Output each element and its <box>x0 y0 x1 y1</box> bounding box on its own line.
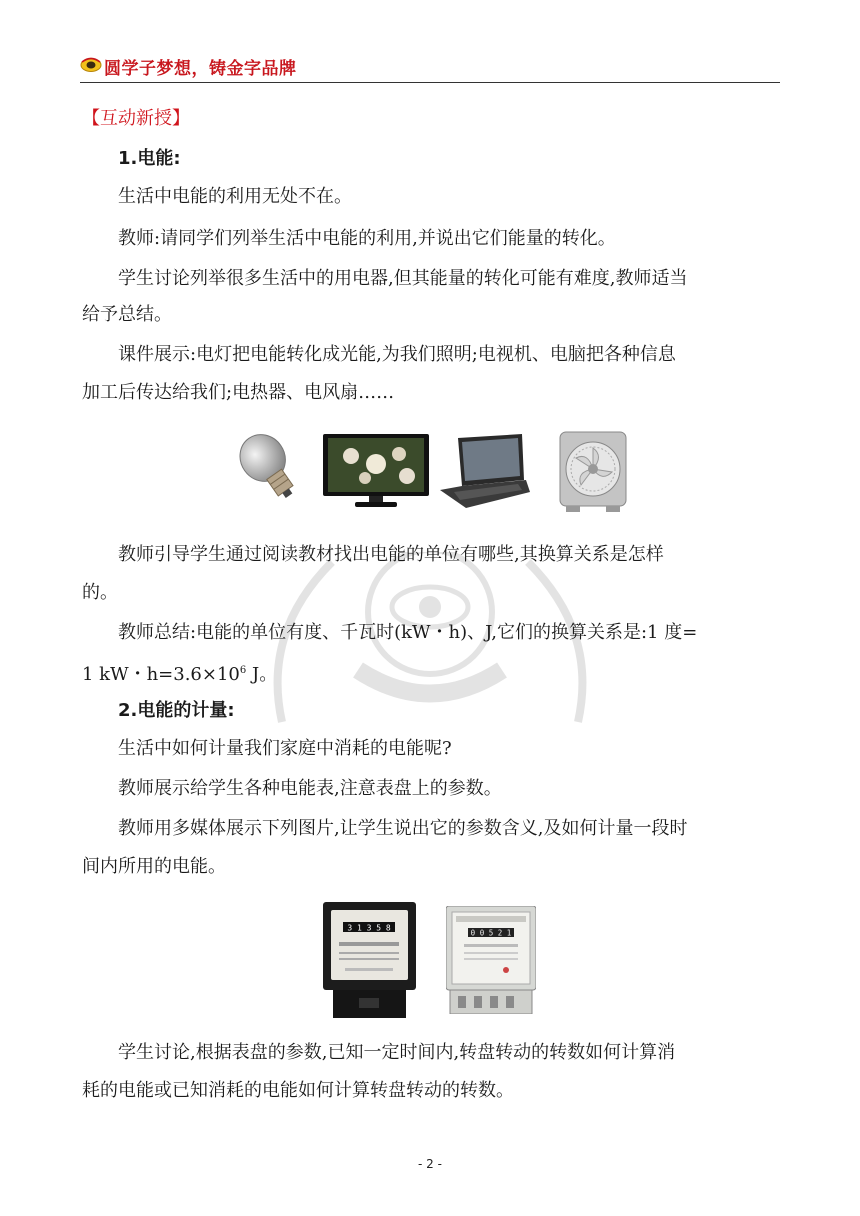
page-number: - 2 - <box>418 1157 442 1171</box>
paragraph: 学生讨论列举很多生活中的用电器,但其能量的转化可能有难度,教师适当 <box>118 268 688 289</box>
paragraph: 教师展示给学生各种电能表,注意表盘上的参数。 <box>118 778 502 799</box>
paragraph: 加工后传达给我们;电热器、电风扇…… <box>82 382 395 403</box>
light-bulb-image <box>226 428 312 506</box>
paragraph: 教师引导学生通过阅读教材找出电能的单位有哪些,其换算关系是怎样 <box>118 544 664 565</box>
paragraph: 给予总结。 <box>82 304 172 325</box>
television-image <box>321 432 431 510</box>
formula-text: 1 kW・h=3.6×10 <box>82 664 240 685</box>
paragraph: 教师总结:电能的单位有度、千瓦时(kW・h)、J,它们的换算关系是:1 度= <box>118 622 698 643</box>
paragraph: 教师用多媒体展示下列图片,让学生说出它的参数含义,及如何计量一段时 <box>118 818 688 839</box>
meter-reading: 3 1 3 5 8 <box>347 923 391 933</box>
heading-electric-energy: 1.电能: <box>118 148 181 169</box>
mechanical-meter-image <box>323 902 416 1018</box>
meter-reading: 0 0 5 2 1 <box>470 928 512 938</box>
heading-energy-measurement: 2.电能的计量: <box>118 700 235 721</box>
paragraph: 学生讨论,根据表盘的参数,已知一定时间内,转盘转动的转数如何计算消 <box>118 1042 676 1063</box>
paragraph: 教师:请同学们列举生活中电能的利用,并说出它们能量的转化。 <box>118 228 616 249</box>
header-slogan: 圆学子梦想，铸金字品牌 <box>104 59 297 79</box>
formula-unit: J。 <box>246 664 278 685</box>
laptop-image <box>436 432 532 512</box>
paragraph: 生活中如何计量我们家庭中消耗的电能呢? <box>118 738 452 759</box>
page-header <box>80 54 780 82</box>
formula-line <box>82 660 782 686</box>
digital-meter-image <box>446 906 536 1014</box>
logo-icon <box>80 56 102 72</box>
formula-exponent: 6 <box>239 665 247 676</box>
paragraph: 的。 <box>82 582 118 603</box>
paragraph: 间内所用的电能。 <box>82 856 226 877</box>
section-title: 【互动新授】 <box>82 108 190 129</box>
fan-image <box>556 428 632 516</box>
paragraph: 生活中电能的利用无处不在。 <box>118 186 352 207</box>
header-divider <box>80 82 780 83</box>
paragraph: 耗的电能或已知消耗的电能如何计算转盘转动的转数。 <box>82 1080 514 1101</box>
paragraph: 课件展示:电灯把电能转化成光能,为我们照明;电视机、电脑把各种信息 <box>118 344 676 365</box>
